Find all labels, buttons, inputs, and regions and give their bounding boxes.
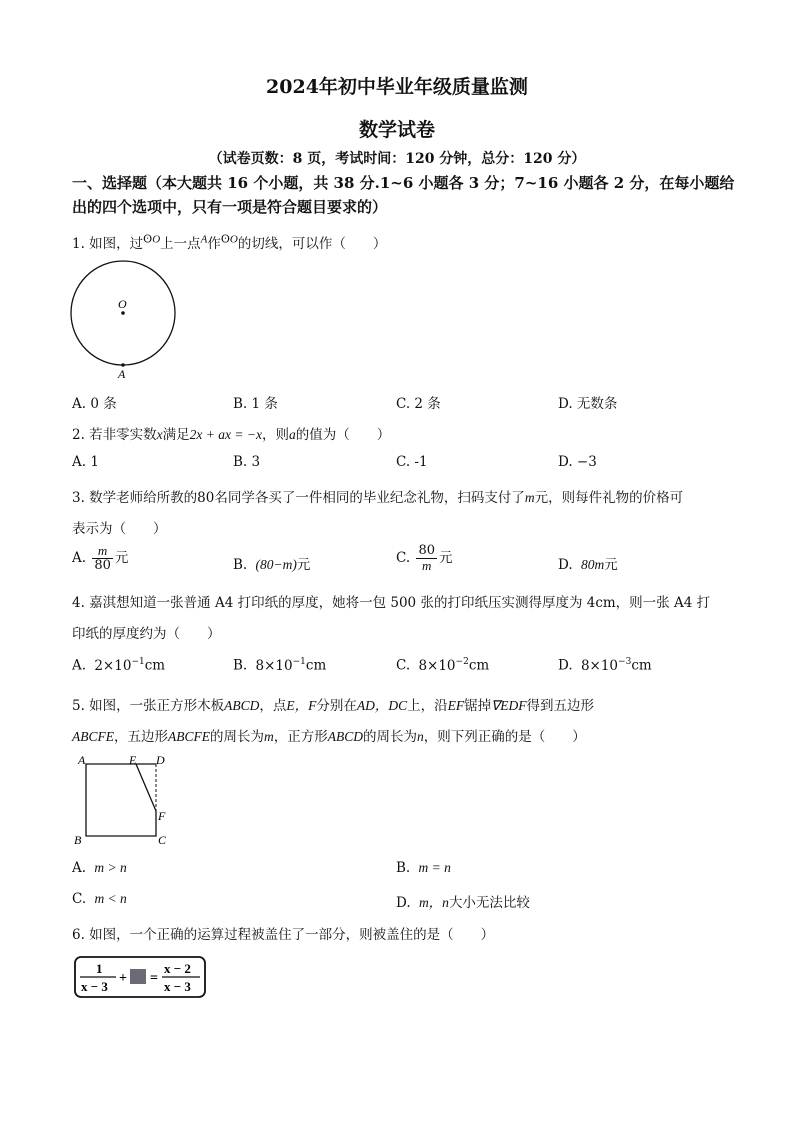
- label-b: B: [74, 833, 82, 847]
- question-1-option-b[interactable]: B. 1 条: [233, 396, 278, 412]
- question-3-stem-line2: 表示为（ ）: [72, 521, 167, 537]
- label-a: A: [118, 367, 126, 381]
- question-5-stem-line2: ABCFE，五边形ABCFE的周长为m，正方形ABCD的周长为n，则下列正确的是（ ）: [72, 729, 586, 745]
- question-1-option-c[interactable]: C. 2 条: [396, 396, 441, 412]
- question-1-circle-figure: [66, 258, 186, 382]
- question-5-option-b[interactable]: B. m = n: [396, 860, 451, 876]
- question-3-option-b[interactable]: B. (80−m)元: [233, 557, 311, 573]
- label-c: C: [158, 833, 167, 847]
- question-5-option-c[interactable]: C. m < n: [72, 891, 127, 907]
- question-5-option-d[interactable]: D. m，n大小无法比较: [396, 895, 530, 911]
- question-2-option-b[interactable]: B. 3: [233, 454, 261, 470]
- question-4-option-c[interactable]: C. $8\times 10^{-2}cm$: [396, 657, 490, 674]
- label-d: D: [156, 753, 165, 767]
- rhs-denominator: x − 3: [164, 979, 191, 994]
- question-5-square-figure: [70, 752, 180, 848]
- fraction: $\frac{m}{80}$: [94, 543, 111, 573]
- question-6-stem: 6. 如图，一个正确的运算过程被盖住了一部分，则被盖住的是（ ）: [72, 927, 495, 943]
- question-3-option-c[interactable]: C. $\frac{80}{m}$ 元: [396, 543, 453, 573]
- label-o: O: [118, 297, 127, 311]
- question-2-option-c[interactable]: C. -1: [396, 454, 428, 470]
- label-e: E: [129, 753, 137, 767]
- lhs-numerator: 1: [96, 961, 103, 976]
- question-4-option-a[interactable]: A. $2\times 10^{-1}cm$: [72, 657, 166, 674]
- question-1-option-d[interactable]: D. 无数条: [558, 396, 618, 412]
- label-a: A: [78, 753, 86, 767]
- question-1-option-a[interactable]: A. 0 条: [72, 396, 117, 412]
- fraction: $\frac{80}{m}$: [418, 543, 435, 573]
- question-2-stem: 2. 若非零实数x满足2x + ax = −x，则a的值为（ ）: [72, 427, 391, 443]
- plus-sign: +: [119, 971, 127, 986]
- question-4-option-b[interactable]: B. $8\times 10^{-1}cm$: [233, 657, 327, 674]
- center-point: [121, 311, 125, 315]
- page-subtitle: 数学试卷: [358, 119, 435, 141]
- question-2-option-a[interactable]: A. 1: [72, 454, 99, 470]
- question-3-stem-line1: 3. 数学老师给所教的80名同学各买了一件相同的毕业纪念礼物，扫码支付了m元，则每件礼物的价格可: [72, 490, 684, 506]
- question-6-covered-equation: [72, 954, 208, 1000]
- question-3-option-d[interactable]: D. 80m元: [558, 557, 618, 573]
- covered-block: [130, 969, 146, 984]
- rhs-numerator: x − 2: [164, 961, 191, 976]
- question-3-option-a[interactable]: A. $\frac{m}{80}$ 元: [72, 543, 129, 573]
- section-heading-line1: 一、选择题（本大题共 16 个小题，共 38 分.1~6 小题各 3 分；7~16 小题各 2 分，在每小题给: [72, 174, 735, 192]
- question-5-stem-line1: 5. 如图，一张正方形木板ABCD，点E，F分别在AD，DC上，沿EF锯掉∇EDF得到五边形: [72, 698, 594, 714]
- question-4-option-d[interactable]: D. $8\times 10^{-3}cm$: [558, 657, 652, 674]
- question-5-option-a[interactable]: A. m > n: [72, 860, 127, 876]
- page-title: 2024年初中毕业年级质量监测: [266, 76, 528, 98]
- question-4-stem-line1: 4. 嘉淇想知道一张普通 A4 打印纸的厚度，她将一包 500 张的打印纸压实测得厚度为 4cm，则一张 A4 打: [72, 595, 711, 611]
- question-2-option-d[interactable]: D. −3: [558, 454, 597, 470]
- lhs-denominator: x − 3: [81, 979, 108, 994]
- equals-sign: =: [150, 971, 158, 986]
- pentagon-abcfe: [86, 764, 156, 836]
- question-1-stem: 1. 如图，过$^{ʘO}$上一点$^A$作$^{ʘO}$的切线，可以作（ ）: [72, 232, 387, 252]
- label-f: F: [158, 809, 166, 823]
- section-heading-line2: 出的四个选项中，只有一项是符合题目要求的）: [72, 198, 388, 216]
- exam-info: （试卷页数：8 页，考试时间：120 分钟，总分：120 分）: [208, 151, 586, 167]
- question-4-stem-line2: 印纸的厚度约为（ ）: [72, 626, 221, 642]
